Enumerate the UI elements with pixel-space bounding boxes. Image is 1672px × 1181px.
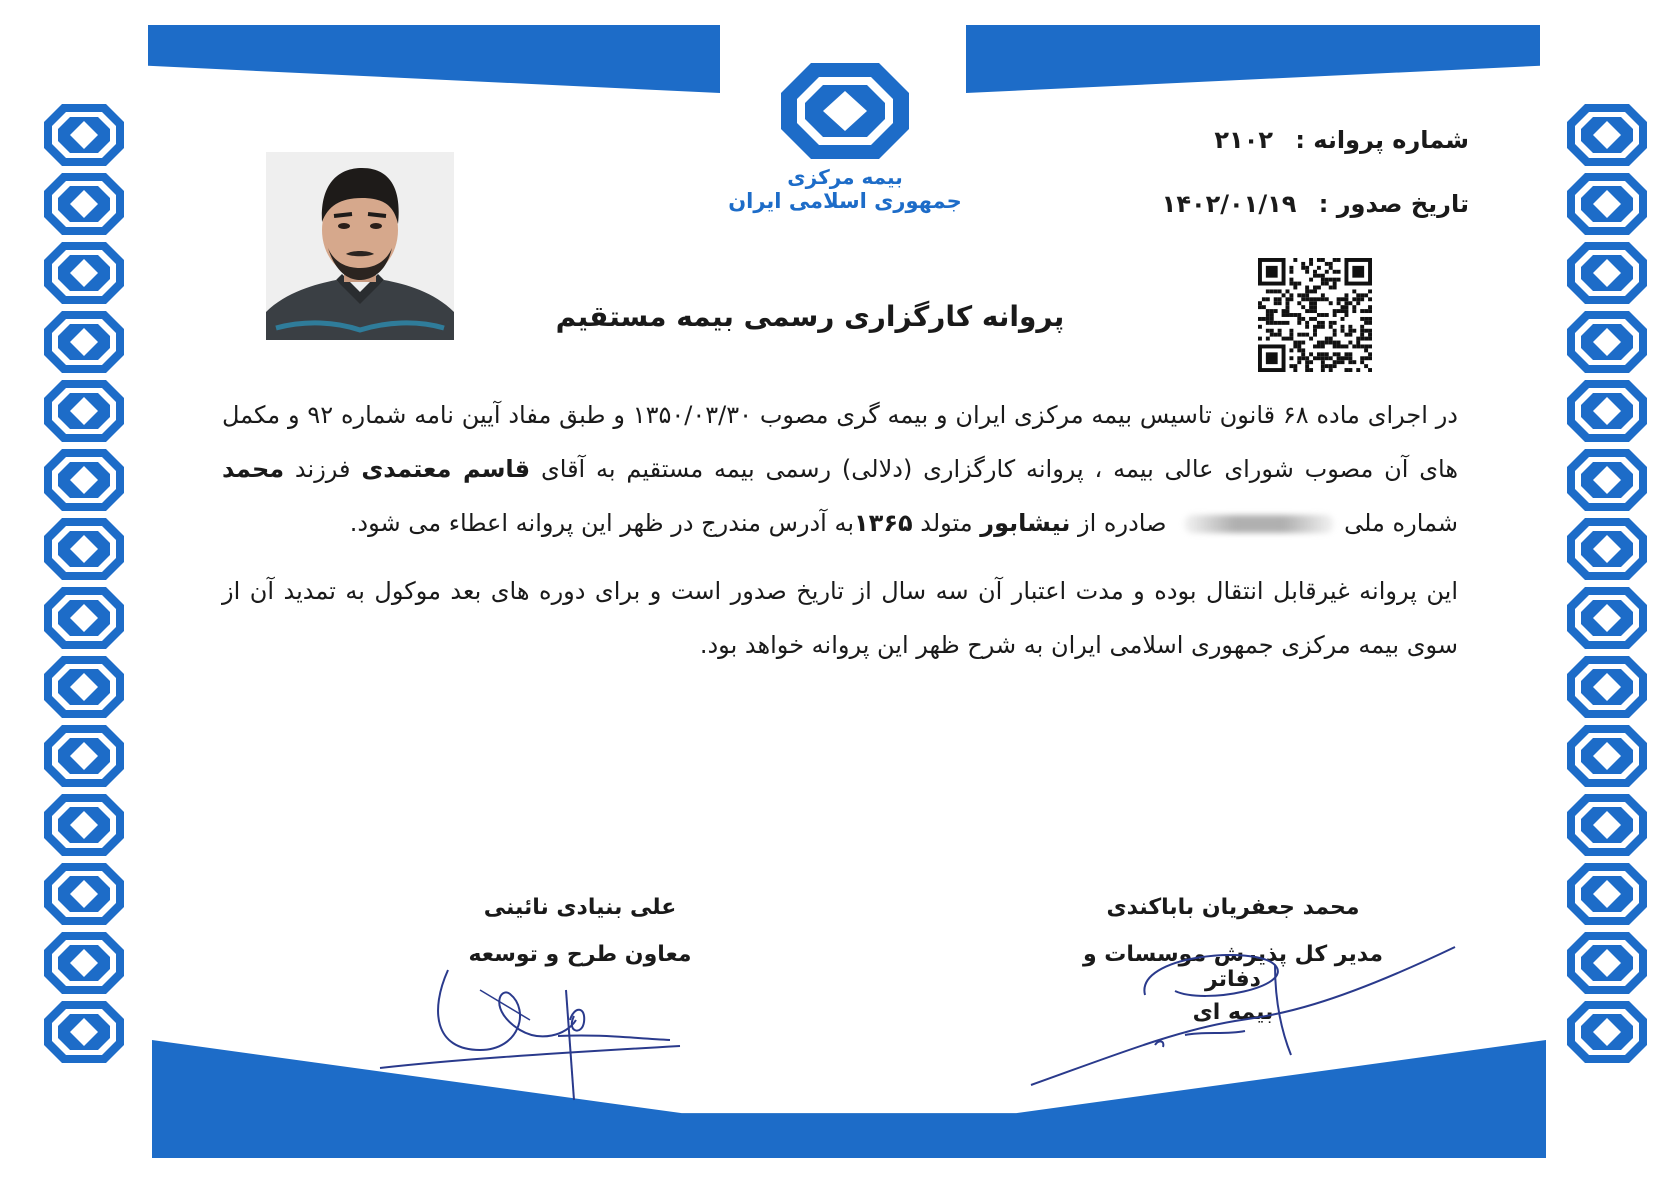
border-emblem-icon — [1567, 587, 1647, 649]
right-emblem-column — [1567, 104, 1647, 1070]
right-signer-name: محمد جعفریان باباکندی — [1106, 895, 1360, 920]
border-emblem-icon — [1567, 656, 1647, 718]
issue-date-value: ۱۴۰۲/۰۱/۱۹ — [1161, 190, 1297, 218]
border-emblem-icon — [44, 587, 124, 649]
border-emblem-icon — [1567, 794, 1647, 856]
border-emblem-icon — [44, 1001, 124, 1063]
father-name: محمد — [222, 455, 285, 483]
frame-top-left-bar — [148, 25, 720, 93]
border-emblem-icon — [1567, 518, 1647, 580]
border-emblem-icon — [44, 173, 124, 235]
logo-wordmark — [720, 165, 970, 213]
border-emblem-icon — [44, 794, 124, 856]
border-emblem-icon — [44, 380, 124, 442]
border-emblem-icon — [1567, 449, 1647, 511]
certificate-title: پروانه کارگزاری رسمی بیمه مستقیم — [555, 300, 1065, 333]
right-signer-role-line-2: بیمه ای — [1192, 1000, 1274, 1025]
central-insurance-emblem-icon — [781, 63, 909, 159]
license-number-label: شماره پروانه : — [1295, 126, 1469, 154]
birth-year: ۱۳۶۵ — [854, 509, 913, 537]
border-emblem-icon — [44, 449, 124, 511]
left-signer-role: معاون طرح و توسعه — [468, 942, 692, 967]
logo-line-2: جمهوری اسلامی ایران — [728, 189, 962, 213]
border-emblem-icon — [44, 863, 124, 925]
border-emblem-icon — [1567, 173, 1647, 235]
border-emblem-icon — [44, 242, 124, 304]
issue-date-label: تاریخ صدور : — [1318, 190, 1469, 218]
body-text-segment: به آدرس مندرج در ظهر این پروانه اعطاء می شود. — [349, 509, 855, 537]
border-emblem-icon — [1567, 311, 1647, 373]
body-text-segment: در اجرای ماده ۶۸ قانون تاسیس بیمه مرکزی ایران و بیمه گری مصوب ۱۳۵۰/۰۳/۳۰ و طبق مفاد آیین نامه شماره ۹۲ و مکمل های آن مصوب شورای عالی بیمه ، پروانه کارگزاری (دلالی) رسمی بیمه مستقیم به آقای — [222, 401, 1459, 483]
left-emblem-column — [44, 104, 124, 1070]
certificate-body — [222, 388, 1458, 672]
body-text-segment: شماره ملی — [1344, 509, 1458, 537]
right-handwritten-signature — [1025, 935, 1465, 1095]
body-paragraph-1 — [222, 388, 1458, 550]
left-signer-name: علی بنیادی نائینی — [483, 895, 677, 920]
body-text-segment: فرزند — [284, 455, 362, 483]
border-emblem-icon — [44, 932, 124, 994]
holder-name: قاسم معتمدی — [361, 455, 531, 483]
border-emblem-icon — [1567, 863, 1647, 925]
left-handwritten-signature — [370, 950, 700, 1110]
license-number — [1214, 126, 1469, 154]
frame-top-right-bar — [966, 25, 1540, 93]
border-emblem-icon — [44, 656, 124, 718]
border-emblem-icon — [1567, 932, 1647, 994]
redacted-national-id — [1184, 515, 1334, 533]
right-signer-role: مدیر کل پذیرش موسسات و دفاتر — [1082, 942, 1384, 992]
issue-date — [1162, 190, 1469, 218]
border-emblem-icon — [44, 311, 124, 373]
border-emblem-icon — [44, 104, 124, 166]
body-paragraph-2: این پروانه غیرقابل انتقال بوده و مدت اعتبار آن سه سال از تاریخ صدور است و برای دوره های بعد موکول به تمدید آن از سوی بیمه مرکزی جمهوری اسلامی ایران به شرح ظهر این پروانه خواهد بود. — [222, 577, 1458, 659]
border-emblem-icon — [1567, 242, 1647, 304]
logo-line-1: بیمه مرکزی — [787, 165, 903, 189]
border-emblem-icon — [1567, 380, 1647, 442]
qr-code-icon — [1258, 258, 1372, 372]
border-emblem-icon — [1567, 725, 1647, 787]
border-emblem-icon — [1567, 1001, 1647, 1063]
border-emblem-icon — [1567, 104, 1647, 166]
border-emblem-icon — [44, 725, 124, 787]
license-number-value: ۲۱۰۲ — [1214, 126, 1273, 154]
holder-photo — [266, 152, 454, 340]
border-emblem-icon — [44, 518, 124, 580]
body-text-segment: صادره از — [1070, 509, 1175, 537]
birth-city: نیشابور — [980, 509, 1071, 537]
body-text-segment: متولد — [912, 509, 981, 537]
